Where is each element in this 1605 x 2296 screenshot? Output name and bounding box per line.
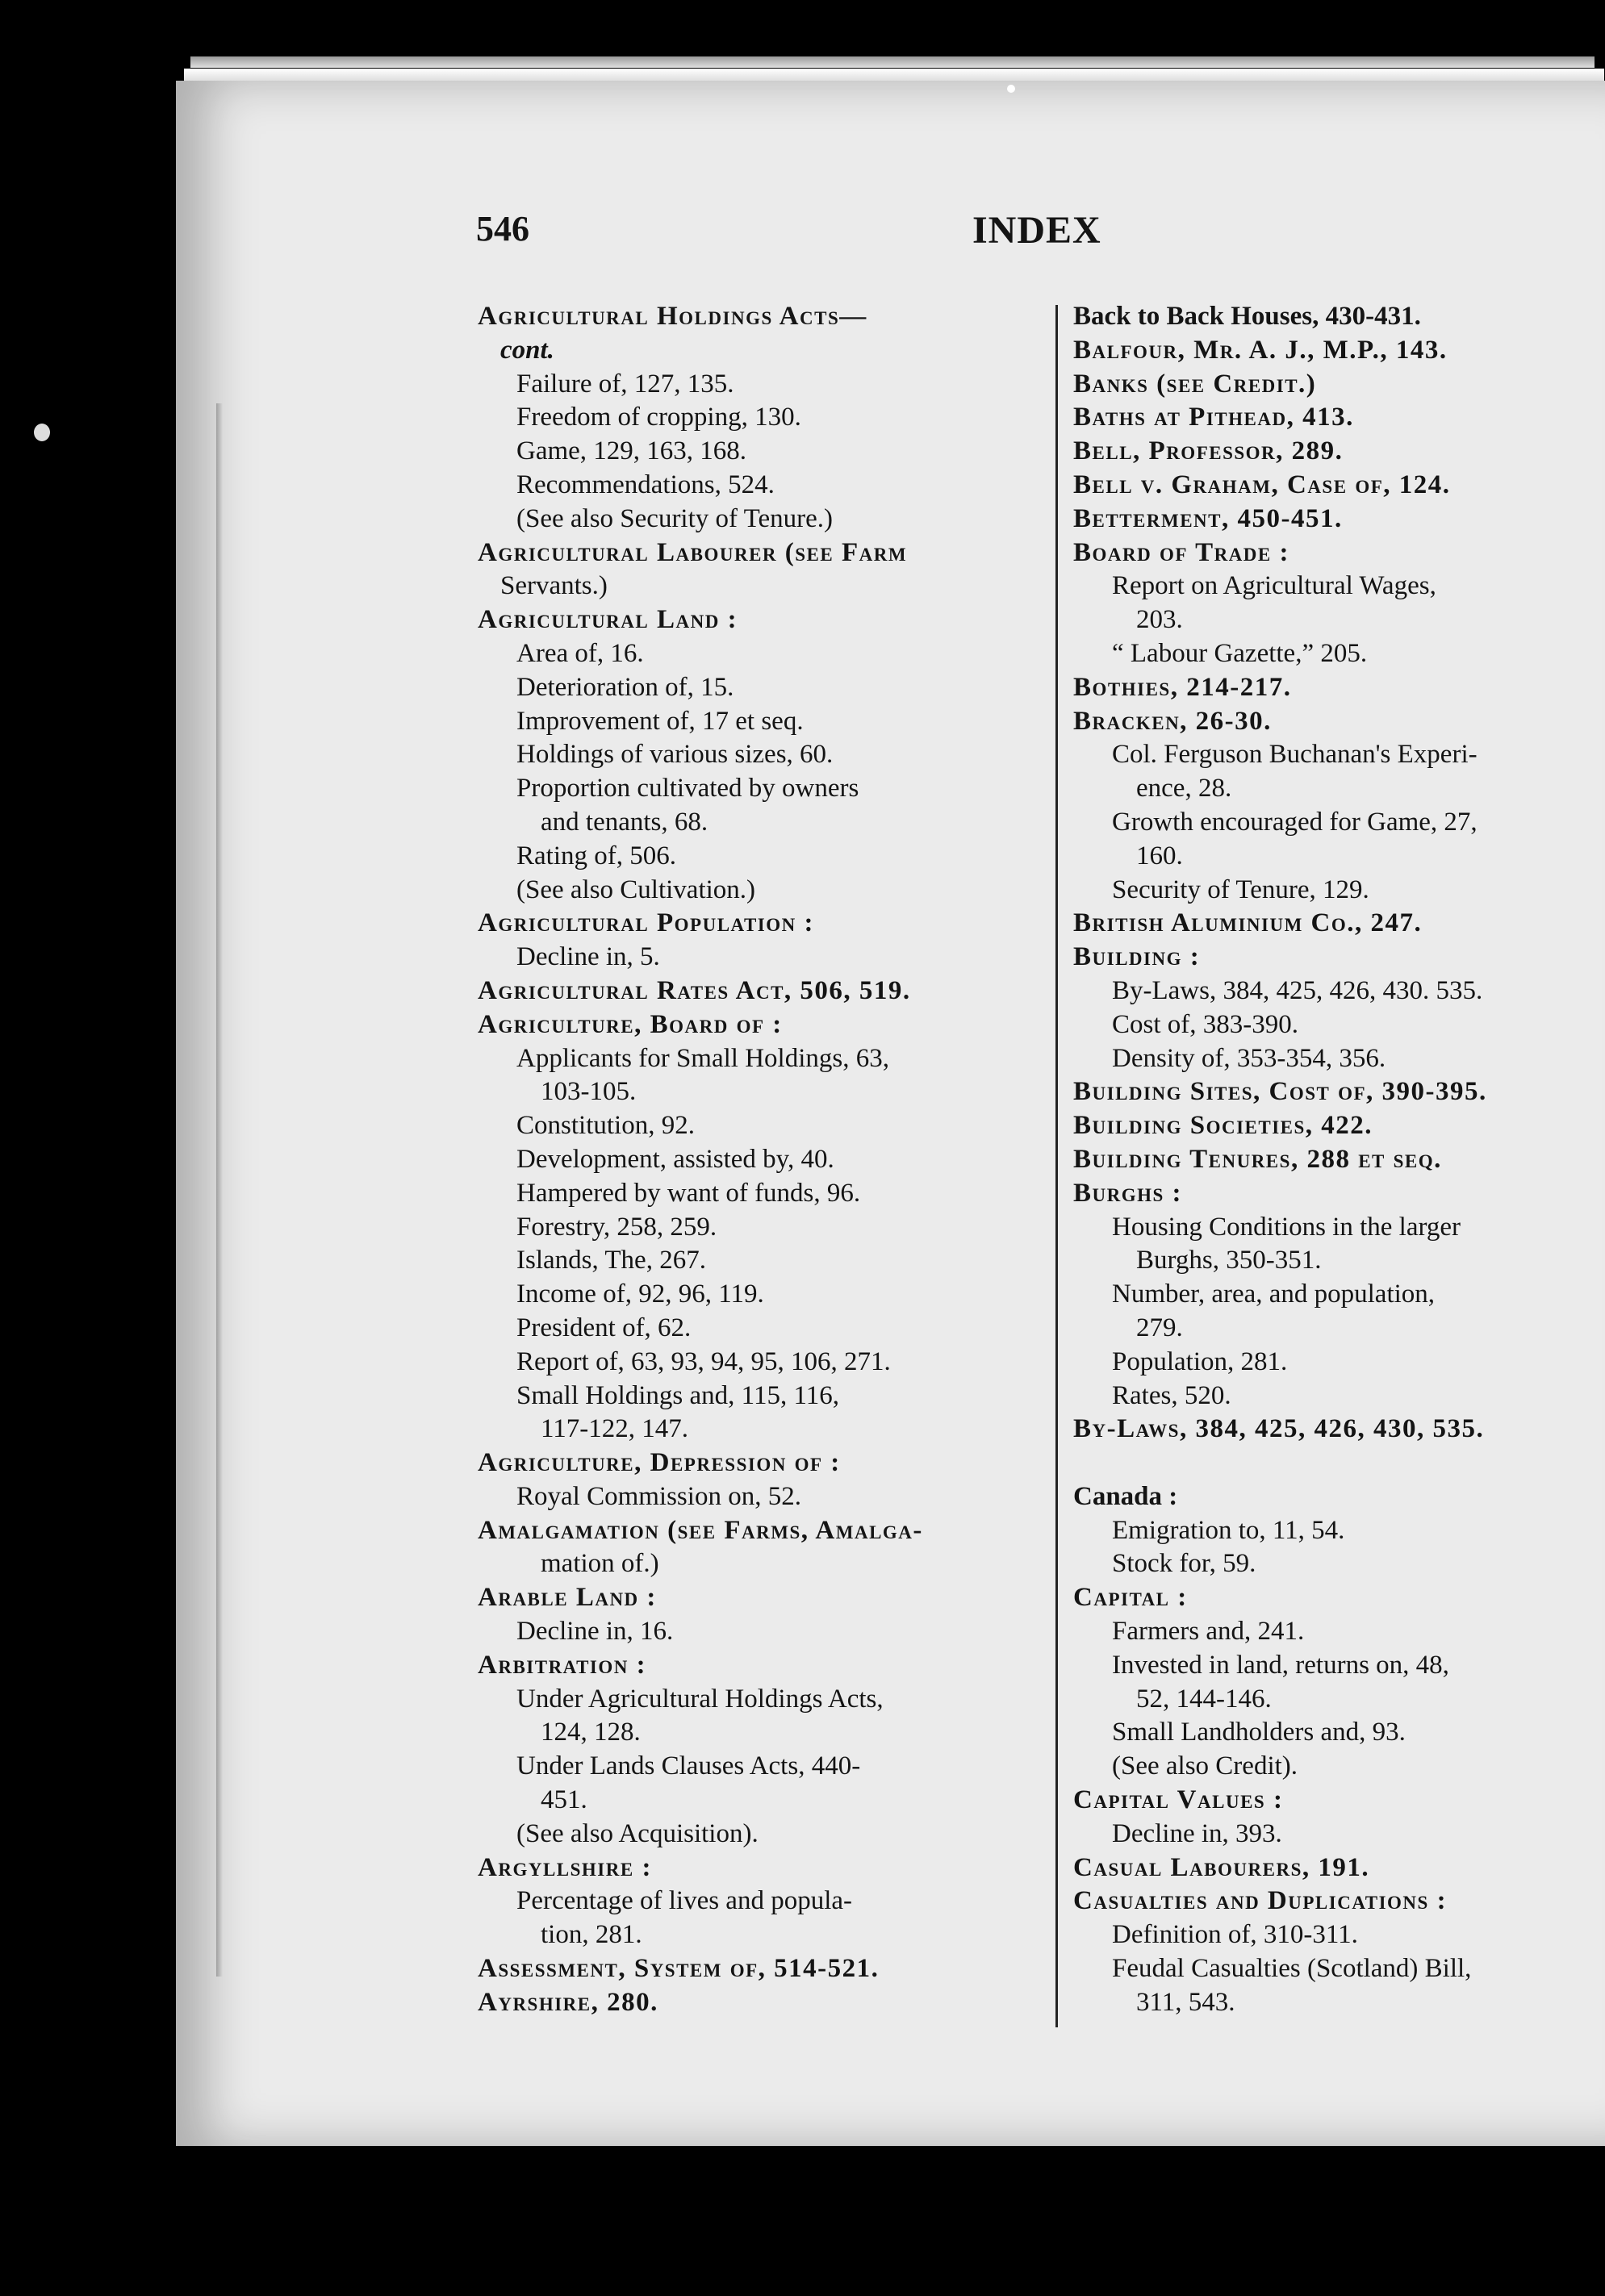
index-subentry: Applicants for Small Holdings, 63,	[516, 1043, 889, 1073]
index-subentry: 451.	[541, 1785, 587, 1815]
index-subentry: Royal Commission on, 52.	[516, 1481, 801, 1511]
index-subentry: President of, 62.	[516, 1313, 692, 1342]
index-entry-heading: Balfour, Mr. A. J., M.P., 143.	[1073, 335, 1448, 365]
index-entry-heading: Capital Values :	[1073, 1785, 1284, 1815]
index-subentry: Freedom of cropping, 130.	[516, 403, 801, 432]
index-subentry: and tenants, 68.	[541, 807, 708, 837]
index-entry-heading: Agriculture, Board of :	[478, 1009, 783, 1039]
index-entry-heading: Bell v. Graham, Case of, 124.	[1073, 470, 1451, 499]
index-subentry: Under Lands Clauses Acts, 440-	[516, 1751, 861, 1781]
index-subentry: Col. Ferguson Buchanan's Experi-	[1112, 740, 1478, 770]
index-entry-heading: Arbitration :	[478, 1650, 647, 1680]
index-subentry: Failure of, 127, 135.	[516, 369, 734, 399]
index-subentry: ence, 28.	[1136, 774, 1232, 804]
index-subentry: Rates, 520.	[1112, 1380, 1231, 1410]
page-title: INDEX	[972, 209, 1101, 252]
index-entry-heading: Agricultural Population :	[478, 908, 814, 938]
index-entry-heading: By-Laws, 384, 425, 426, 430, 535.	[1073, 1414, 1485, 1444]
index-entry-heading: Board of Trade :	[1073, 537, 1289, 567]
index-entry-heading: Agricultural Land :	[478, 605, 738, 635]
index-subentry: Forestry, 258, 259.	[516, 1212, 717, 1242]
index-subentry: Stock for, 59.	[1112, 1549, 1256, 1579]
index-subentry: Housing Conditions in the larger	[1112, 1212, 1461, 1242]
index-subentry: Rating of, 506.	[516, 841, 676, 870]
index-subentry: cont.	[500, 335, 554, 365]
index-entry-heading: Amalgamation (see Farms, Amalga-	[478, 1515, 923, 1545]
index-entry-heading: Banks (see Credit.)	[1073, 369, 1317, 399]
index-subentry: Islands, The, 267.	[516, 1246, 706, 1275]
index-entry-heading: Building Tenures, 288 et seq.	[1073, 1144, 1442, 1174]
index-entry-heading: Agriculture, Depression of :	[478, 1448, 841, 1478]
index-subentry: Feudal Casualties (Scotland) Bill,	[1112, 1954, 1472, 1984]
index-entry-heading: Assessment, System of, 514-521.	[478, 1954, 880, 1984]
index-subentry: “ Labour Gazette,” 205.	[1112, 638, 1368, 668]
index-subentry: Small Landholders and, 93.	[1112, 1718, 1406, 1747]
index-subentry: Decline in, 393.	[1112, 1818, 1282, 1848]
index-entry-heading: Canada :	[1073, 1481, 1178, 1511]
index-subentry: Holdings of various sizes, 60.	[516, 740, 834, 770]
index-subentry: Decline in, 16.	[516, 1617, 674, 1647]
page-edge-shadow	[190, 56, 1595, 68]
index-subentry: (See also Acquisition).	[516, 1818, 759, 1848]
index-subentry: Proportion cultivated by owners	[516, 774, 859, 804]
index-entry-heading: Ayrshire, 280.	[478, 1987, 658, 2017]
index-subentry: Decline in, 5.	[516, 942, 660, 972]
index-subentry: 203.	[1136, 605, 1183, 635]
index-subentry: Improvement of, 17 et seq.	[516, 706, 804, 736]
index-entry-heading: Agricultural Labourer (see Farm	[478, 537, 908, 567]
index-entry-heading: Casual Labourers, 191.	[1073, 1852, 1370, 1882]
speck-mark	[1007, 85, 1015, 93]
index-subentry: Number, area, and population,	[1112, 1279, 1436, 1309]
index-entry-heading: Building Societies, 422.	[1073, 1111, 1373, 1141]
index-subentry: Cost of, 383-390.	[1112, 1009, 1298, 1039]
index-subentry: Game, 129, 163, 168.	[516, 436, 747, 466]
index-entry-heading: Capital :	[1073, 1583, 1188, 1613]
index-entry-heading: Bell, Professor, 289.	[1073, 436, 1344, 466]
column-divider	[1055, 305, 1058, 2027]
index-subentry: Income of, 92, 96, 119.	[516, 1279, 764, 1309]
index-subentry: Deterioration of, 15.	[516, 672, 734, 702]
index-entry-heading: Back to Back Houses, 430-431.	[1073, 302, 1421, 331]
index-subentry: 279.	[1136, 1313, 1183, 1342]
index-subentry: (See also Cultivation.)	[516, 875, 756, 904]
index-subentry: 103-105.	[541, 1077, 637, 1107]
index-subentry: Report on Agricultural Wages,	[1112, 571, 1436, 601]
index-entry-heading: Casualties and Duplications :	[1073, 1886, 1448, 1916]
index-subentry: (See also Security of Tenure.)	[516, 503, 834, 533]
index-subentry: Constitution, 92.	[516, 1111, 695, 1141]
index-subentry: Under Agricultural Holdings Acts,	[516, 1684, 884, 1714]
index-subentry: (See also Credit).	[1112, 1751, 1298, 1781]
index-entry-heading: Agricultural Rates Act, 506, 519.	[478, 975, 911, 1005]
page-number: 546	[476, 209, 529, 248]
index-entry-heading: Argyllshire :	[478, 1852, 652, 1882]
index-entry-heading: Building Sites, Cost of, 390-395.	[1073, 1077, 1487, 1107]
gutter-shadow	[216, 403, 223, 1977]
index-subentry: Servants.)	[500, 571, 608, 601]
index-subentry: Farmers and, 241.	[1112, 1617, 1305, 1647]
index-subentry: By-Laws, 384, 425, 426, 430. 535.	[1112, 975, 1483, 1005]
index-subentry: 124, 128.	[541, 1718, 641, 1747]
index-subentry: Hampered by want of funds, 96.	[516, 1178, 861, 1208]
index-subentry: Burghs, 350-351.	[1136, 1246, 1322, 1275]
index-subentry: Area of, 16.	[516, 638, 644, 668]
index-subentry: 160.	[1136, 841, 1183, 870]
index-entry-heading: Burghs :	[1073, 1178, 1183, 1208]
index-subentry: Percentage of lives and popula-	[516, 1886, 853, 1916]
index-column-left	[478, 300, 1030, 2020]
index-entry-heading: Bothies, 214-217.	[1073, 672, 1292, 702]
index-subentry: Population, 281.	[1112, 1346, 1288, 1376]
index-subentry: Emigration to, 11, 54.	[1112, 1515, 1345, 1545]
index-subentry: Recommendations, 524.	[516, 470, 775, 499]
index-subentry: Invested in land, returns on, 48,	[1112, 1650, 1449, 1680]
index-subentry: Small Holdings and, 115, 116,	[516, 1380, 839, 1410]
index-entry-heading: Bracken, 26-30.	[1073, 706, 1272, 736]
index-subentry: Security of Tenure, 129.	[1112, 875, 1369, 904]
index-subentry: Density of, 353-354, 356.	[1112, 1043, 1386, 1073]
index-subentry: Definition of, 310-311.	[1112, 1920, 1358, 1950]
index-subentry: 52, 144-146.	[1136, 1684, 1272, 1714]
index-entry-heading: Arable Land :	[478, 1583, 657, 1613]
index-column-right	[1073, 300, 1605, 2020]
index-subentry: 311, 543.	[1136, 1987, 1235, 2017]
index-subentry: 117-122, 147.	[541, 1414, 689, 1444]
index-entry-heading: Betterment, 450-451.	[1073, 503, 1343, 533]
index-subentry: Growth encouraged for Game, 27,	[1112, 807, 1478, 837]
index-entry-heading: Building :	[1073, 942, 1201, 972]
index-entry-heading: British Aluminium Co., 247.	[1073, 908, 1423, 938]
speck-mark	[34, 424, 50, 441]
index-entry-heading	[1073, 1446, 1605, 1480]
index-entry-heading: Agricultural Holdings Acts—	[478, 302, 867, 331]
index-subentry: tion, 281.	[541, 1920, 642, 1950]
page-header	[476, 208, 1122, 257]
index-subentry: Report of, 63, 93, 94, 95, 106, 271.	[516, 1346, 891, 1376]
index-subentry: Development, assisted by, 40.	[516, 1144, 834, 1174]
index-entry-heading: Baths at Pithead, 413.	[1073, 403, 1354, 432]
index-subentry: mation of.)	[541, 1549, 659, 1579]
